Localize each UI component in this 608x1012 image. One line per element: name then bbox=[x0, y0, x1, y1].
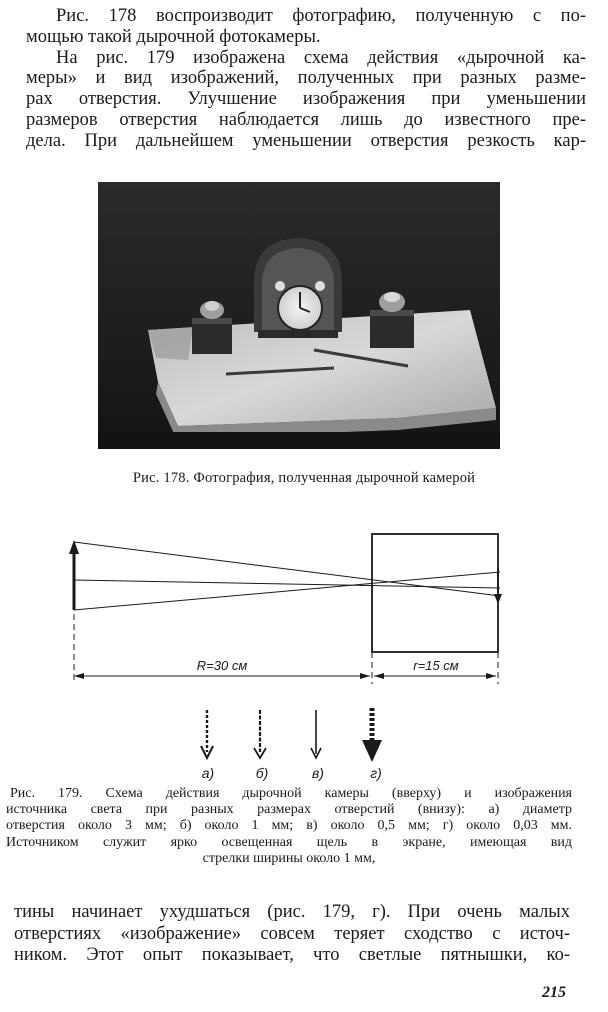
text-line: мощью такой дырочной фотокамеры. bbox=[26, 26, 321, 47]
pinhole-camera-diagram bbox=[52, 524, 572, 792]
top-paragraph bbox=[26, 6, 586, 152]
sublabel-a: а) bbox=[201, 765, 215, 781]
pinhole-photograph bbox=[98, 182, 500, 449]
image-sample-d bbox=[362, 708, 382, 762]
text-line: тины начинает ухудшаться (рис. 179, г). При очень малых bbox=[14, 902, 570, 922]
figure-179-caption bbox=[6, 786, 572, 867]
text-line: отверстиях «изображение» совсем теряет сходство с источ- bbox=[14, 923, 570, 944]
image-sample-c bbox=[311, 710, 321, 758]
distance-R-label: R=30 см bbox=[196, 658, 248, 673]
image-sample-b bbox=[254, 710, 266, 758]
text-line: ником. Этот опыт показывает, что светлые пятнышки, ко- bbox=[14, 945, 570, 965]
text-line: На рис. 179 изображена схема действия «дырочной ка- bbox=[56, 47, 586, 68]
caption-line: стрелки ширины около 1 мм, bbox=[202, 850, 376, 866]
sublabel-b: б) bbox=[255, 765, 269, 781]
caption-line: отверстия около 3 мм; б) около 1 мм; в) около 0,5 мм; г) около 0,03 мм. bbox=[6, 818, 572, 834]
image-sample-a bbox=[201, 710, 213, 758]
figure-178-caption: Рис. 178. Фотография, полученная дырочной камерой bbox=[132, 470, 476, 486]
text-line: меры» и вид изображений, полученных при разных разме- bbox=[26, 68, 586, 89]
text-line: размеров отверстия наблюдается лишь до известного пре- bbox=[26, 109, 586, 130]
sublabel-c: в) bbox=[312, 765, 324, 781]
caption-line: источника света при разных размерах отверстий (внизу): а) диаметр bbox=[6, 802, 572, 818]
caption-line: Источником служит ярко освещенная щель в экране, имеющая вид bbox=[6, 834, 572, 850]
distance-r-label: r=15 см bbox=[413, 658, 459, 673]
text-line: дела. При дальнейшем уменьшении отверстия резкость кар- bbox=[26, 130, 586, 151]
caption-line: Рис. 179. Схема действия дырочной камеры (вверху) и изображения bbox=[10, 786, 572, 801]
sublabel-d: г) bbox=[370, 765, 382, 781]
text-line: рах отверстия. Улучшение изображения при уменьшении bbox=[26, 89, 586, 110]
bottom-paragraph bbox=[14, 902, 570, 967]
text-line: Рис. 178 воспроизводит фотографию, полученную с по- bbox=[56, 6, 586, 26]
page-number: 215 bbox=[542, 984, 566, 1001]
